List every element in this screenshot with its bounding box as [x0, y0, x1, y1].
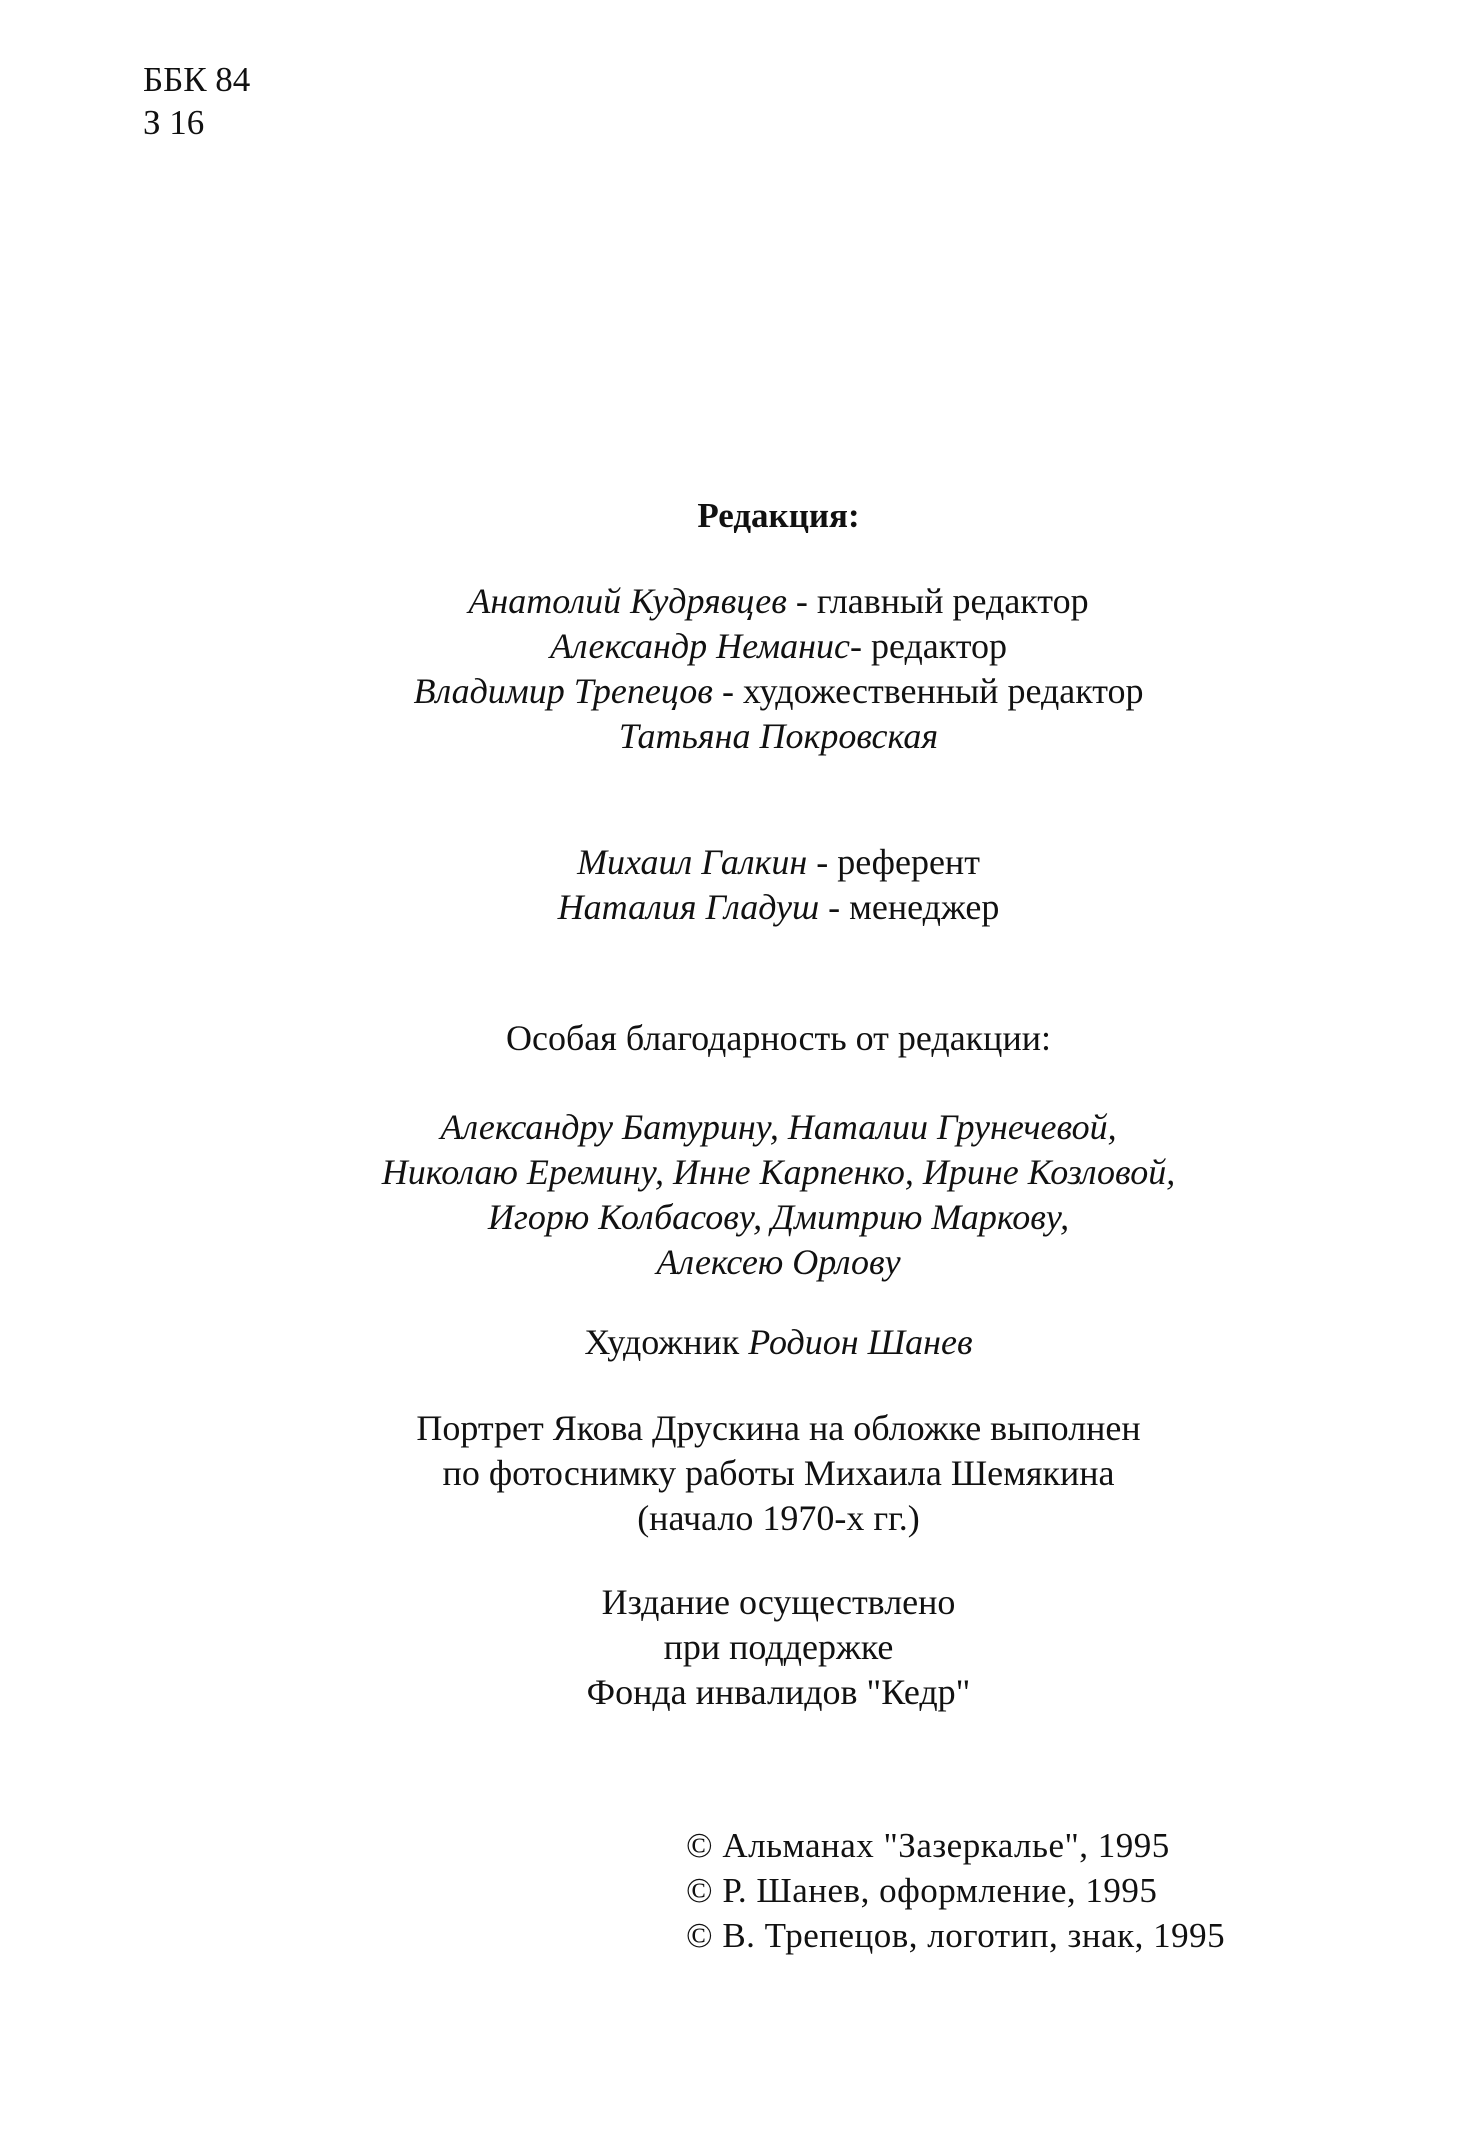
bbk-code: ББК 84 — [143, 60, 251, 99]
support-staff-list — [0, 840, 1458, 930]
staff-role: - главный редактор — [786, 581, 1089, 621]
sponsor-line: Фонда инвалидов "Кедр" — [586, 1672, 971, 1712]
sponsor-note — [0, 1580, 1458, 1715]
portrait-credit-line: Портрет Якова Друскина на обложке выполнен — [416, 1408, 1141, 1448]
artist-label: Художник — [584, 1322, 749, 1362]
staff-entry — [0, 840, 1458, 885]
bbk-classification — [143, 58, 250, 144]
sponsor-line: при поддержке — [663, 1627, 894, 1667]
copyright-block — [686, 1823, 1225, 1958]
staff-entry — [0, 669, 1458, 714]
acknowledgements-title: Особая благодарность от редакции: — [506, 1018, 1051, 1058]
staff-name: Михаил Галкин — [577, 842, 808, 882]
staff-role: - художественный редактор — [712, 671, 1144, 711]
sponsor-line: Издание осуществлено — [601, 1582, 956, 1622]
staff-name: Владимир Трепецов — [413, 671, 713, 711]
portrait-credit-line: (начало 1970-х гг.) — [637, 1498, 920, 1538]
staff-entry — [0, 579, 1458, 624]
artist-name: Родион Шанев — [748, 1322, 973, 1362]
editorial-heading: Редакция: — [697, 496, 860, 535]
copyright-line: © В. Трепецов, логотип, знак, 1995 — [686, 1916, 1226, 1955]
staff-name: Наталия Гладуш — [557, 887, 820, 927]
staff-role: - референт — [807, 842, 980, 882]
bbk-index: З 16 — [143, 103, 205, 142]
staff-entry — [0, 624, 1458, 669]
acknowledgement-line: Игорю Колбасову, Дмитрию Маркову, — [487, 1197, 1070, 1237]
portrait-credit-line: по фотоснимку работы Михаила Шемякина — [442, 1453, 1115, 1493]
portrait-credit — [0, 1406, 1458, 1541]
acknowledgements-names — [0, 1105, 1458, 1285]
staff-role: - редактор — [849, 626, 1008, 666]
copyright-line: © Альманах "Зазеркалье", 1995 — [686, 1826, 1170, 1865]
staff-name: Александр Неманис — [549, 626, 850, 666]
staff-entry — [0, 885, 1458, 930]
staff-name: Анатолий Кудрявцев — [468, 581, 787, 621]
artist-credit — [0, 1320, 1458, 1365]
acknowledgement-line: Николаю Еремину, Инне Карпенко, Ирине Козловой, — [381, 1152, 1176, 1192]
staff-role: - менеджер — [819, 887, 1000, 927]
acknowledgement-line: Алексею Орлову — [656, 1242, 901, 1282]
copyright-line: © Р. Шанев, оформление, 1995 — [686, 1871, 1158, 1910]
acknowledgement-line: Александру Батурину, Наталии Грунечевой, — [440, 1107, 1117, 1147]
staff-name: Татьяна Покровская — [618, 716, 939, 756]
editorial-staff-list — [0, 579, 1458, 759]
staff-entry — [0, 714, 1458, 759]
